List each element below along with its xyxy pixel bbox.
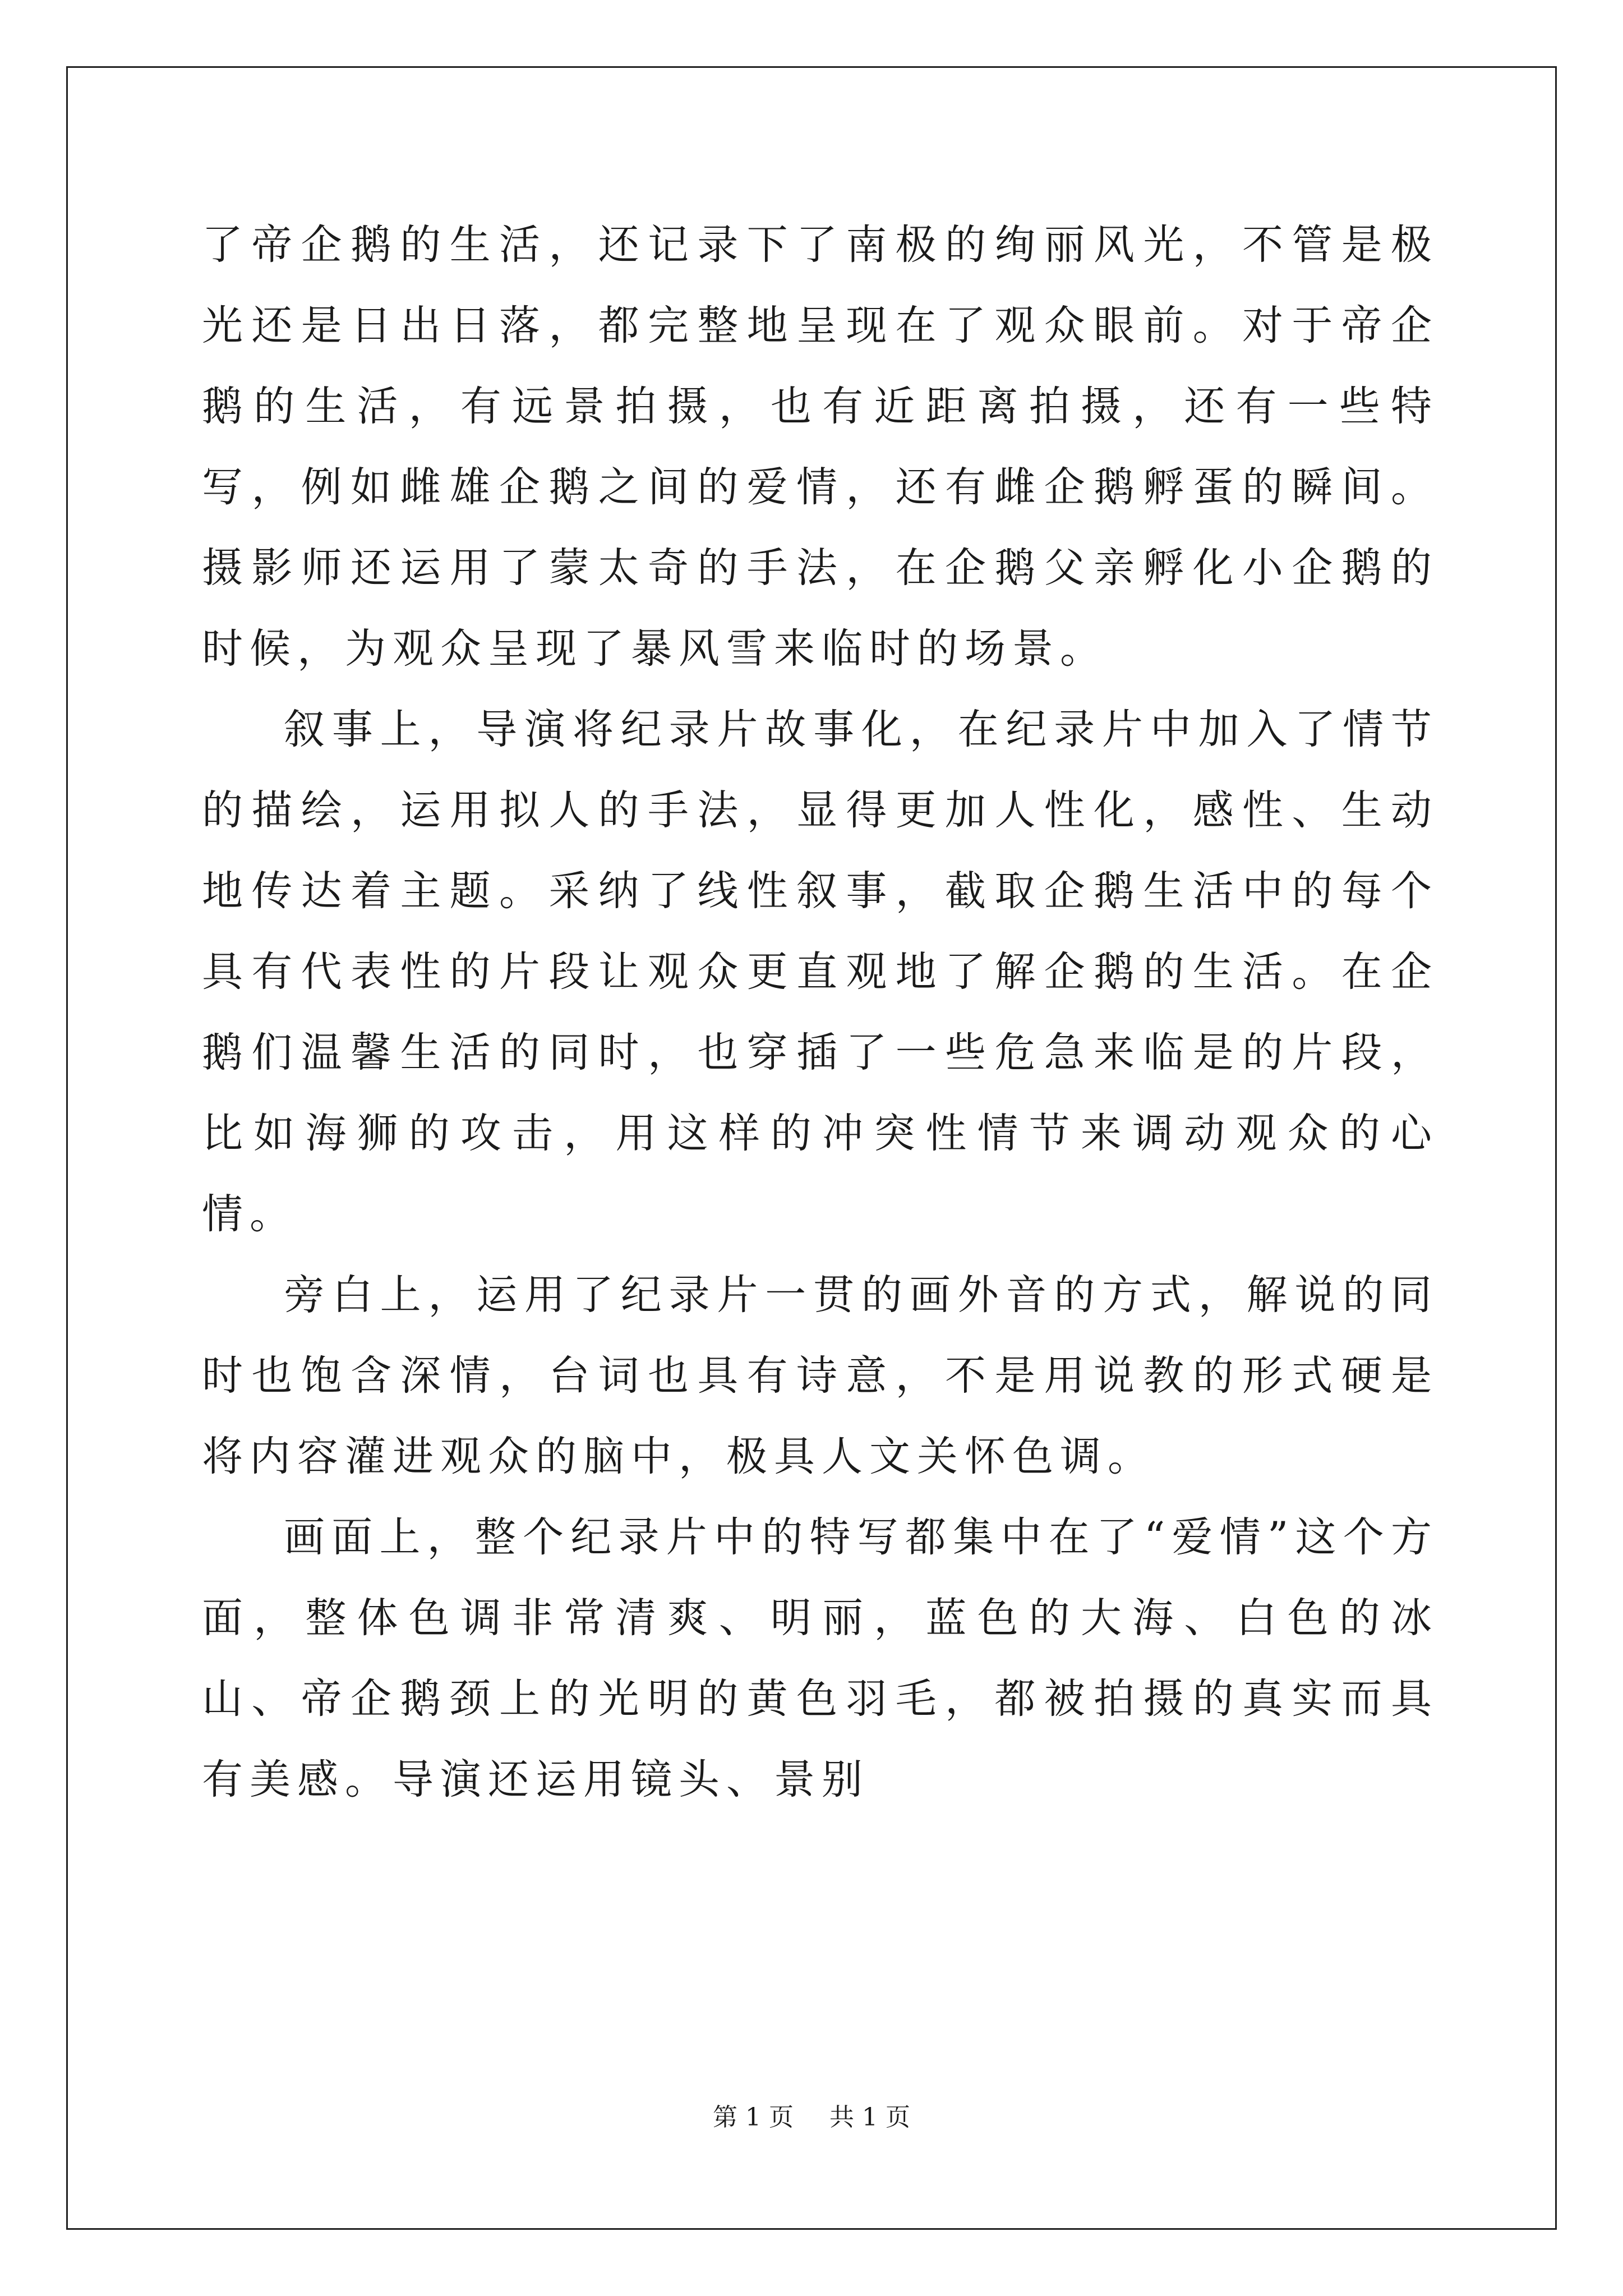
page-number: 第 1 页 [713, 2103, 794, 2132]
paragraph-2: 叙事上，导演将纪录片故事化，在纪录片中加入了情节的描绘，运用拟人的手法，显得更加人性化，感性、生动地传达着主题。采纳了线性叙事，截取企鹅生活中的每个具有代表性的片段让观众更直观地了解企鹅的生活。在企鹅们温馨生活的同时，也穿插了一些危急来临是的片段，比如海狮的攻击，用这样的冲突性情节来调动观众的心情。 [202, 706, 1438, 1238]
page-total: 共 1 页 [829, 2103, 910, 2132]
paragraph-3: 旁白上，运用了纪录片一贯的画外音的方式，解说的同时也饱含深情，台词也具有诗意，不是用说教的形式硬是将内容灌进观众的脑中，极具人文关怀色调。 [202, 1271, 1438, 1480]
paragraph-1: 了帝企鹅的生活，还记录下了南极的绚丽风光，不管是极光还是日出日落，都完整地呈现在了观众眼前。对于帝企鹅的生活，有远景拍摄，也有近距离拍摄，还有一些特写，例如雌雄企鹅之间的爱情，还有雌企鹅孵蛋的瞬间。摄影师还运用了蒙太奇的手法，在企鹅父亲孵化小企鹅的时候，为观众呈现了暴风雪来临时的场景。 [202, 221, 1438, 673]
paragraph-4: 画面上，整个纪录片中的特写都集中在了“爱情”这个方面，整体色调非常清爽、明丽，蓝色的大海、白色的冰山、帝企鹅颈上的光明的黄色羽毛，都被拍摄的真实而具有美感。导演还运用镜头、景别 [202, 1513, 1438, 1803]
page-footer [0, 2097, 1623, 2133]
document-body [202, 205, 1438, 1820]
